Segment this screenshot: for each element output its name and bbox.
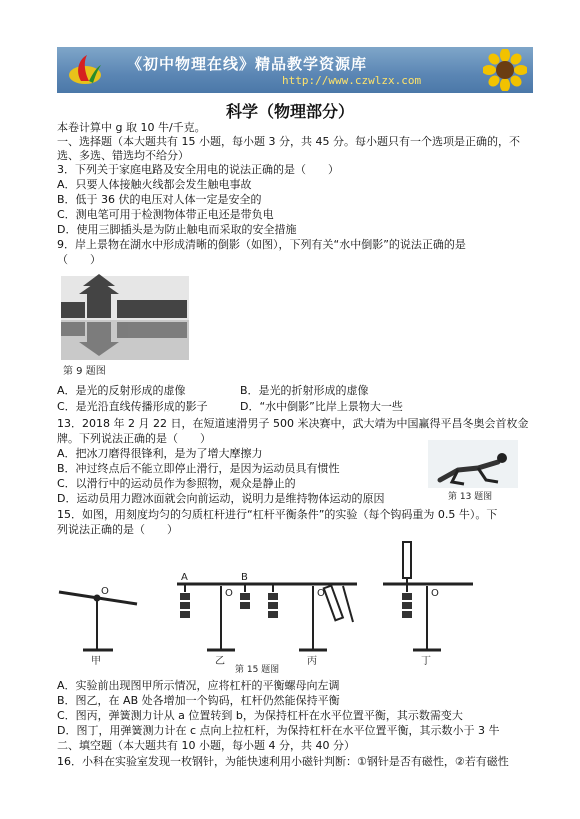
q9-option-a: A．是光的反射形成的虚像 — [57, 384, 186, 397]
q13-option-d: D．运动员用力蹬冰面就会向前运动，说明力是维持物体运动的原因 — [57, 492, 385, 505]
q9-pagoda-reflection-figure — [57, 270, 193, 380]
q9-option-c: C．是光沿直线传播形成的影子 — [57, 400, 208, 413]
q15-stem: 15．如图，用刻度均匀的匀质杠杆进行“杠杆平衡条件”的实验（每个钩码重为 0.5 牛）。下 — [57, 508, 498, 521]
q15-option-b: B．图乙，在 AB 处各增加一个钩码，杠杆仍然能保持平衡 — [57, 694, 340, 707]
q15-option-c: C．图丙，弹簧测力计从 a 位置转到 b，为保持杠杆在水平位置平衡，其示数需变大 — [57, 709, 463, 722]
q15-jia-o-label: O — [101, 586, 109, 597]
q13-stem-cont: 牌。下列说法正确的是（ ） — [57, 432, 211, 445]
q3-option-c: C．测电笔可用于检测物体带正电还是带负电 — [57, 208, 274, 221]
document-title: 科学（物理部分） — [225, 102, 354, 121]
q15-panel-label-jia: 甲 — [91, 656, 101, 667]
q9-stem: 9．岸上景物在湖水中形成清晰的倒影（如图），下列有关“水中倒影”的说法正确的是 — [57, 238, 466, 251]
q13-stem: 13．2018 年 2 月 22 日，在短道速滑男子 500 米决赛中，武大靖为中国赢得平昌冬奥会首枚金 — [57, 417, 529, 430]
header-banner — [57, 47, 533, 93]
calc-note: 本卷计算中 g 取 10 牛/千克。 — [57, 121, 206, 134]
q15-yi-b-label: B — [241, 572, 248, 583]
q3-option-d: D．使用三脚插头是为防止触电而采取的安全措施 — [57, 223, 297, 236]
section2-header: 二、填空题（本大题共有 10 小题，每小题 4 分，共 40 分） — [57, 739, 355, 752]
q16-stem: 16．小科在实验室发现一枚钢针，为能快速利用小磁针判断：①钢针是否有磁性，②若有磁性 — [57, 755, 509, 768]
q15-ding-o-label: O — [431, 588, 439, 599]
q15-option-d: D．图丁，用弹簧测力计在 c 点向上拉杠杆，为保持杠杆在水平位置平衡，其示数小于 3 牛 — [57, 724, 500, 737]
section1-header-cont: 选、多选、错选均不给分） — [57, 149, 189, 162]
q13-option-a: A．把冰刀磨得很锋利，是为了增大摩擦力 — [57, 447, 263, 460]
q15-option-a: A．实验前出现图甲所示情况，应将杠杆的平衡螺母向左调 — [57, 679, 340, 692]
q15-bing-o-label: O — [317, 588, 325, 599]
q13-speed-skater-figure — [428, 440, 518, 502]
q9-option-b: B．是光的折射形成的虚像 — [240, 384, 369, 397]
q15-yi-a-label: A — [181, 572, 188, 583]
q15-panel-label-yi: 乙 — [215, 656, 225, 667]
banner-title: 《初中物理在线》精品教学资源库 — [127, 55, 368, 73]
site-logo-icon — [67, 53, 103, 87]
q3-option-a: A．只要人体接触火线都会发生触电事故 — [57, 178, 252, 191]
q3-stem: 3．下列关于家庭电路及安全用电的说法正确的是（ ） — [57, 163, 339, 176]
q15-lever-figure — [57, 538, 533, 674]
q15-panel-jia — [59, 592, 137, 650]
q15-stem-cont: 列说法正确的是（ ） — [57, 523, 178, 536]
q15-yi-o-label: O — [225, 588, 233, 599]
q13-option-c: C．以滑行中的运动员作为参照物，观众是静止的 — [57, 477, 296, 490]
q15-panel-label-bing: 丙 — [307, 656, 317, 667]
q13-option-b: B．冲过终点后不能立即停止滑行，是因为运动员具有惯性 — [57, 462, 340, 475]
q15-figure-caption: 第 15 题图 — [235, 665, 280, 674]
section1-header: 一、选择题（本大题共有 15 小题，每小题 3 分，共 45 分。每小题只有一个选项是正确的，不 — [57, 135, 520, 148]
q13-figure-caption: 第 13 题图 — [448, 492, 493, 502]
banner-url: http://www.czwlzx.com — [282, 74, 422, 87]
q15-panel-yi — [177, 584, 265, 650]
sunflower-icon — [483, 49, 527, 91]
q15-panel-ding — [383, 542, 473, 650]
q15-panel-label-ding: 丁 — [421, 656, 431, 667]
q3-option-b: B．低于 36 伏的电压对人体一定是安全的 — [57, 193, 262, 206]
q9-option-d: D．“水中倒影”比岸上景物大一些 — [240, 400, 403, 413]
q9-figure-caption: 第 9 题图 — [63, 366, 106, 377]
q9-stem-cont: （ ） — [57, 253, 101, 266]
